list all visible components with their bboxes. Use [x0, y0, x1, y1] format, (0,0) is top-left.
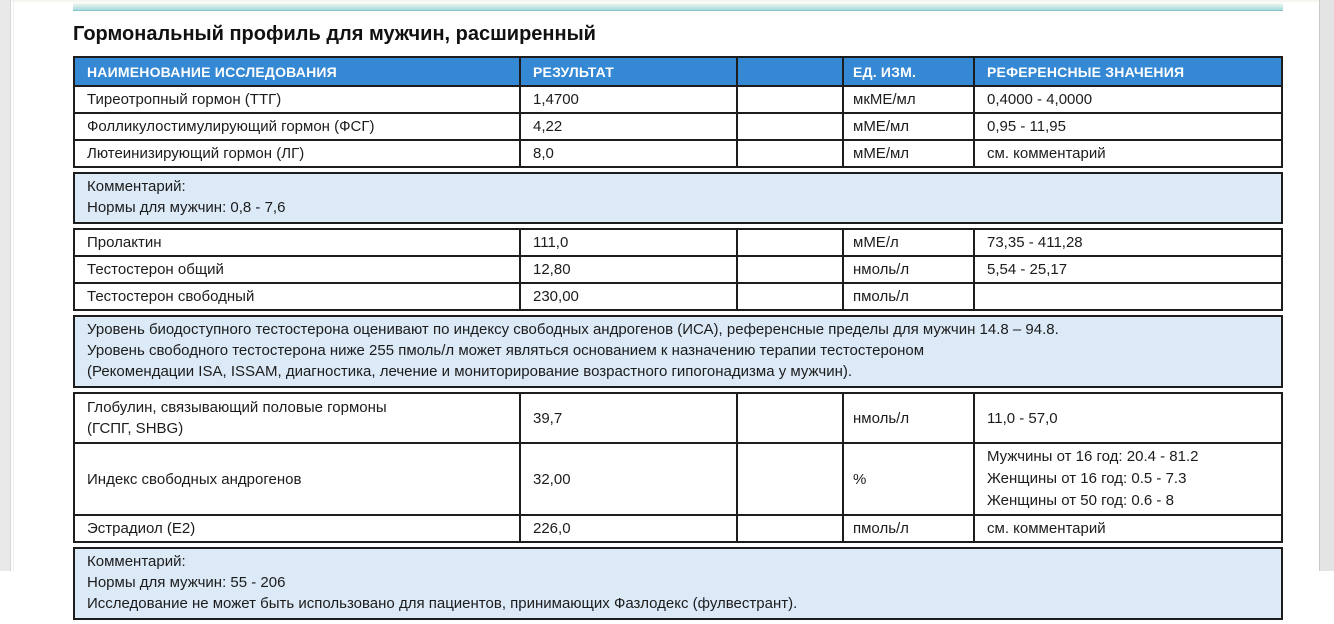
- cell-reference: см. комментарий: [987, 520, 1106, 537]
- comment-line: Уровень свободного тестостерона ниже 255 пмоль/л может являться основанием к назначению терапии тестостероном: [87, 342, 925, 359]
- cell-test-name: Эстрадиол (Е2): [75, 516, 521, 541]
- table-row: [75, 255, 1281, 282]
- cell-unit: мкМЕ/мл: [844, 87, 975, 112]
- comment-block: [73, 315, 1283, 388]
- cell-unit: пмоль/л: [844, 284, 975, 309]
- cell-reference: Мужчины от 16 год: 20.4 - 81.2 Женщины от 16 год: 0.5 - 7.3 Женщины от 50 год: 0.6 - 8: [987, 448, 1199, 509]
- cell-result: 111,0: [521, 230, 738, 255]
- header-cell-reference: РЕФЕРЕНСНЫЕ ЗНАЧЕНИЯ: [987, 63, 1185, 80]
- table-header-row: [75, 58, 1281, 85]
- cell-unit: мМЕ/мл: [844, 141, 975, 166]
- table-row: [75, 394, 1281, 442]
- cell-test-name: Тиреотропный гормон (ТТГ): [75, 87, 521, 112]
- cell-result: 32,00: [521, 444, 738, 514]
- comment-line: Нормы для мужчин: 0,8 - 7,6: [87, 199, 286, 216]
- cell-spacer: [738, 444, 844, 514]
- cell-result: 39,7: [521, 394, 738, 442]
- cell-unit: пмоль/л: [844, 516, 975, 541]
- cell-unit: %: [844, 444, 975, 514]
- table-row: [75, 514, 1281, 541]
- header-cell-name: НАИМЕНОВАНИЕ ИССЛЕДОВАНИЯ: [75, 58, 521, 85]
- comment-line: Комментарий:: [87, 553, 186, 570]
- cell-test-name: Лютеинизирующий гормон (ЛГ): [75, 141, 521, 166]
- table-row: [75, 139, 1281, 166]
- table-row: [75, 442, 1281, 514]
- accent-line: [73, 3, 1283, 11]
- results-table-section-2: [73, 228, 1283, 311]
- cell-result: 226,0: [521, 516, 738, 541]
- page-edge-left: [0, 0, 11, 571]
- comment-line: Исследование не может быть использовано для пациентов, принимающих Фазлодекс (фулвестрант).: [87, 595, 798, 612]
- results-table-section-3: [73, 392, 1283, 543]
- cell-result: 8,0: [521, 141, 738, 166]
- cell-unit: нмоль/л: [844, 257, 975, 282]
- cell-test-name: Глобулин, связывающий половые гормоны (ГСПГ, SHBG): [75, 394, 521, 442]
- cell-unit: нмоль/л: [844, 394, 975, 442]
- cell-spacer: [738, 516, 844, 541]
- cell-spacer: [738, 230, 844, 255]
- cell-reference: см. комментарий: [987, 145, 1106, 162]
- cell-spacer: [738, 141, 844, 166]
- cell-result: 4,22: [521, 114, 738, 139]
- cell-result: 12,80: [521, 257, 738, 282]
- cell-test-name: Тестостерон общий: [75, 257, 521, 282]
- cell-reference: 11,0 - 57,0: [987, 409, 1058, 427]
- table-row: [75, 230, 1281, 255]
- cell-test-name: Индекс свободных андрогенов: [75, 444, 521, 514]
- comment-block: [73, 172, 1283, 224]
- cell-test-name: Тестостерон свободный: [75, 284, 521, 309]
- comment-line: (Рекомендации ISA, ISSAM, диагностика, лечение и мониторирование возрастного гипогонадизма у мужчин).: [87, 363, 853, 380]
- comment-line: Нормы для мужчин: 55 - 206: [87, 574, 286, 591]
- comment-line: Комментарий:: [87, 178, 186, 195]
- cell-unit: мМЕ/мл: [844, 114, 975, 139]
- cell-result: 230,00: [521, 284, 738, 309]
- page-top-edge: [0, 0, 1334, 2]
- cell-spacer: [738, 394, 844, 442]
- comment-block: [73, 547, 1283, 620]
- page-edge-right: [1319, 0, 1334, 571]
- header-cell-unit: ЕД. ИЗМ.: [844, 58, 975, 85]
- table-row: [75, 282, 1281, 309]
- table-row: [75, 112, 1281, 139]
- page-margin-line: [13, 0, 14, 571]
- cell-spacer: [738, 284, 844, 309]
- header-cell-result: РЕЗУЛЬТАТ: [521, 58, 738, 85]
- cell-result: 1,4700: [521, 87, 738, 112]
- cell-reference: 73,35 - 411,28: [987, 234, 1083, 251]
- table-row: [75, 85, 1281, 112]
- cell-unit: мМЕ/л: [844, 230, 975, 255]
- cell-reference: 0,95 - 11,95: [987, 118, 1066, 135]
- cell-test-name: Пролактин: [75, 230, 521, 255]
- cell-spacer: [738, 87, 844, 112]
- cell-spacer: [738, 114, 844, 139]
- cell-test-name: Фолликулостимулирующий гормон (ФСГ): [75, 114, 521, 139]
- report-page: [73, 3, 1283, 624]
- comment-line: Уровень биодоступного тестостерона оценивают по индексу свободных андрогенов (ИСА), референсные пределы для мужчин 14.8 – 94.8.: [87, 321, 1059, 338]
- cell-reference: 0,4000 - 4,0000: [987, 91, 1093, 108]
- cell-reference: 5,54 - 25,17: [987, 261, 1068, 278]
- page-title: Гормональный профиль для мужчин, расширенный: [73, 23, 596, 45]
- cell-spacer: [738, 257, 844, 282]
- header-cell-spacer: [738, 58, 844, 85]
- cell-reference: [975, 284, 1281, 309]
- results-table-section-1: [73, 56, 1283, 168]
